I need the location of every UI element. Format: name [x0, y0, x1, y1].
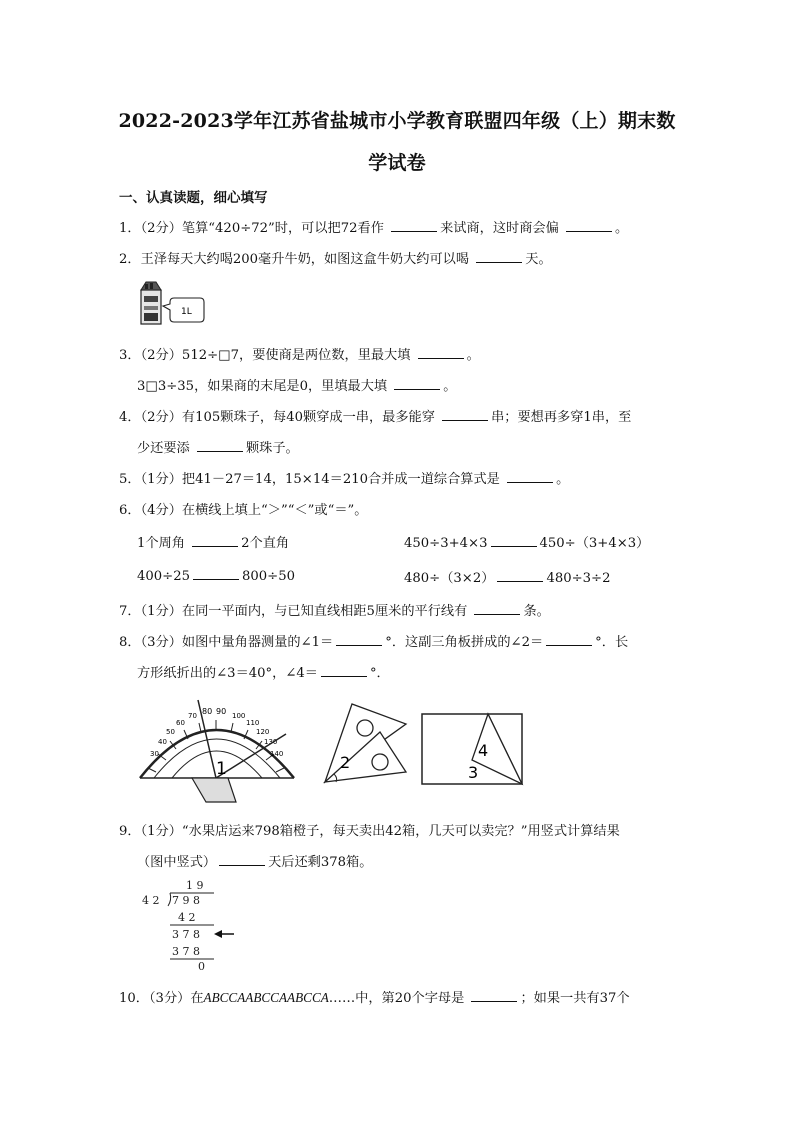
answer-blank[interactable] — [336, 633, 382, 646]
svg-text:50: 50 — [166, 728, 175, 736]
svg-text:140: 140 — [270, 750, 284, 758]
answer-blank[interactable] — [474, 602, 520, 615]
svg-text:60: 60 — [176, 719, 185, 727]
svg-text:30: 30 — [150, 750, 159, 758]
dividend: 7 9 8 — [172, 894, 200, 907]
answer-blank[interactable] — [192, 534, 238, 547]
svg-text:100: 100 — [232, 712, 246, 720]
question-3-part2: 3□3÷35，如果商的末尾是0，里填最大填 。 — [137, 379, 457, 394]
angle-2-label: 2 — [340, 753, 351, 772]
answer-blank[interactable] — [546, 633, 592, 646]
answer-blank[interactable] — [471, 989, 517, 1002]
exam-title-line2: 学试卷 — [368, 152, 426, 174]
answer-blank[interactable] — [442, 408, 488, 421]
step2-product: 3 7 8 — [172, 945, 200, 958]
svg-text:110: 110 — [246, 719, 260, 727]
svg-text:40: 40 — [158, 738, 167, 746]
svg-text:130: 130 — [264, 738, 278, 746]
compare-item: 480÷（3×2） 480÷3÷2 — [404, 571, 611, 586]
section-heading: 一、认真读题，细心填写 — [119, 190, 268, 206]
answer-blank[interactable] — [476, 250, 522, 263]
question-9-cont: （图中竖式） 天后还剩378箱。 — [137, 855, 373, 870]
answer-blank[interactable] — [321, 664, 367, 677]
question-8-cont: 方形纸折出的∠3＝40°，∠4＝ °． — [137, 666, 390, 681]
question-7: 7．（1分）在同一平面内，与已知直线相距5厘米的平行线有 条。 — [119, 604, 550, 619]
question-1: 1．（2分）笔算“420÷72”时，可以把72看作 来试商，这时商会偏 。 — [119, 221, 629, 236]
angle-1-label: 1 — [216, 759, 227, 779]
compare-item: 1个周角 2个直角 — [137, 536, 290, 551]
question-3: 3．（2分）512÷□7，要使商是两位数，里最大填 。 — [119, 348, 480, 363]
answer-blank[interactable] — [497, 569, 543, 582]
exam-title-line1: 2022-2023学年江苏省盐城市小学教育联盟四年级（上）期末数 — [118, 110, 676, 132]
answer-blank[interactable] — [566, 219, 612, 232]
compare-item: 450÷3+4×3 450÷（3+4×3） — [404, 536, 650, 551]
letter-sequence: ABCCAABCCAABCCA — [203, 990, 329, 1005]
quotient: 1 9 — [186, 879, 204, 892]
long-division-figure — [138, 876, 238, 972]
answer-blank[interactable] — [193, 567, 239, 580]
question-6: 6．（4分）在横线上填上“＞”“＜”或“＝”。 — [119, 503, 368, 518]
question-8: 8．（3分）如图中量角器测量的∠1＝ °．这副三角板拼成的∠2＝ °．长 — [119, 635, 629, 650]
question-2: 2．王泽每天大约喝200毫升牛奶，如图这盒牛奶大约可以喝 天。 — [119, 252, 552, 267]
box-label: 1L — [181, 307, 192, 317]
question-4-cont: 少还要添 颗珠子。 — [137, 441, 299, 456]
svg-text:70: 70 — [188, 712, 197, 720]
answer-blank[interactable] — [219, 853, 265, 866]
angle-3-label: 3 — [468, 763, 479, 782]
question-9: 9．（1分）“水果店运来798箱橙子，每天卖出42箱，几天可以卖完？”用竖式计算结果 — [119, 824, 620, 839]
answer-blank[interactable] — [491, 534, 537, 547]
folded-paper-figure — [420, 712, 526, 788]
divisor: 4 2 — [142, 894, 160, 907]
svg-text:120: 120 — [256, 728, 270, 736]
question-4: 4．（2分）有105颗珠子，每40颗穿成一串，最多能穿 串；要想再多穿1串，至 — [119, 410, 632, 425]
svg-text:80: 80 — [202, 707, 213, 716]
milk-box-figure — [138, 280, 208, 328]
answer-blank[interactable] — [197, 439, 243, 452]
question-5: 5．（1分）把41－27＝14，15×14＝210合并成一道综合算式是 。 — [119, 472, 570, 487]
step1-product: 4 2 — [178, 911, 196, 924]
protractor-figure — [136, 694, 301, 804]
angle-4-label: 4 — [478, 741, 489, 760]
answer-blank[interactable] — [394, 377, 440, 390]
final-remainder: 0 — [198, 960, 205, 972]
remainder-378: 3 7 8 — [172, 928, 200, 941]
answer-blank[interactable] — [507, 470, 553, 483]
svg-text:90: 90 — [216, 707, 227, 716]
question-10: 10．（3分）在ABCCAABCCAABCCA……中，第20个字母是 ；如果一共有37个 — [119, 990, 630, 1006]
compare-item: 400÷25 800÷50 — [137, 569, 296, 584]
answer-blank[interactable] — [418, 346, 464, 359]
answer-blank[interactable] — [391, 219, 437, 232]
triangles-figure — [320, 702, 410, 786]
